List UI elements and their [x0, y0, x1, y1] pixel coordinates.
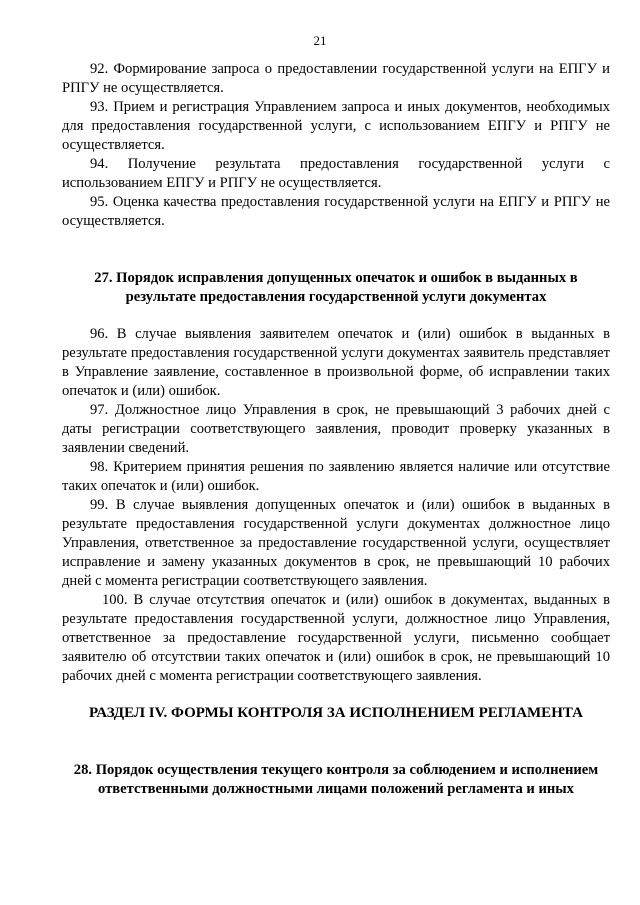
- paragraph-95: 95. Оценка качества предоставления государственной услуги на ЕПГУ и РПГУ не осуществляется.: [62, 194, 610, 229]
- page-number: 21: [313, 33, 327, 48]
- paragraph-94: 94. Получение результата предоставления государственной услуги с использованием ЕПГУ и РПГУ не осуществляется.: [62, 156, 610, 191]
- paragraph-100: 100. В случае отсутствия опечаток и (или) ошибок в документах, выданных в результате предоставления государственной услуги, должностное лицо Управления, ответственное за предоставление государственной услуги, письменно сообщает заявителю об отсутствии таких опечаток и (или) ошибок в срок, не превышающий 10 рабочих дней с момента регистрации соответствующего заявления.: [62, 592, 610, 684]
- paragraph-98: 98. Критерием принятия решения по заявлению является наличие или отсутствие таких опечаток и (или) ошибок.: [62, 459, 610, 494]
- paragraph-93: 93. Прием и регистрация Управлением запроса и иных документов, необходимых для предоставления государственной услуги, с использованием ЕПГУ и РПГУ не осуществляется.: [62, 99, 610, 153]
- paragraph-92: 92. Формирование запроса о предоставлении государственной услуги на ЕПГУ и РПГУ не осуществляется.: [62, 61, 610, 96]
- section-28-heading: 28. Порядок осуществления текущего контроля за соблюдением и исполнением ответственными должностными лицами положений регламента и иных: [73, 762, 599, 797]
- paragraph-97: 97. Должностное лицо Управления в срок, не превышающий 3 рабочих дней с даты регистрации соответствующего заявления, проводит проверку указанных в заявлении сведений.: [62, 402, 610, 456]
- paragraph-99: 99. В случае выявления допущенных опечаток и (или) ошибок в выданных в результате предоставления государственной услуги документах должностное лицо Управления, ответственное за предоставление государственной услуги, осуществляет исправление и замену указанных документов в срок, не превышающий 10 рабочих дней с момента регистрации соответствующего заявления.: [62, 497, 610, 589]
- paragraph-96: 96. В случае выявления заявителем опечаток и (или) ошибок в выданных в результате предоставления государственной услуги документах заявитель представляет в Управление заявление, составленное в произвольной форме, об исправлении таких опечаток и (или) ошибок.: [62, 326, 610, 399]
- section-27-heading: 27. Порядок исправления допущенных опечаток и ошибок в выданных в результате предоставления государственной услуги документах: [94, 270, 578, 305]
- part-4-heading: РАЗДЕЛ IV. ФОРМЫ КОНТРОЛЯ ЗА ИСПОЛНЕНИЕМ РЕГЛАМЕНТА: [89, 705, 583, 721]
- page-content: [62, 60, 610, 799]
